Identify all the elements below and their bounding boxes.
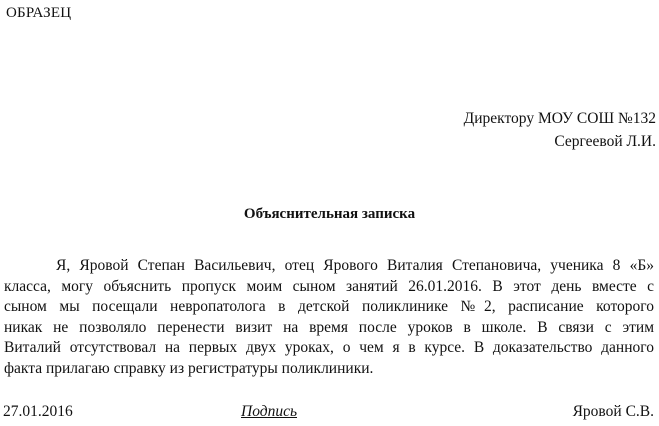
- document-body: [4, 256, 654, 379]
- addressee-block: [464, 107, 656, 153]
- addressee-position: Директору МОУ СОШ №132: [463, 110, 656, 127]
- body-line: факта прилагаю справку из регистратуры поликлиники.: [4, 359, 374, 377]
- body-line: сыном мы посещали невропатолога в детской поликлинике №2, расписание которого: [4, 298, 654, 315]
- body-line: Виталий отсутствовал на первых двух уроках, о чем я в курсе. В доказательство данного: [4, 339, 654, 356]
- signature-placeholder: Подпись: [241, 403, 298, 420]
- document-title: Объяснительная записка: [243, 206, 416, 222]
- signer-name: Яровой С.В.: [572, 403, 654, 420]
- sample-label: ОБРАЗЕЦ: [6, 5, 72, 21]
- body-line: Я, Яровой Степан Васильевич, отец Ярового Виталия Степановича, ученика 8 «Б»: [56, 257, 654, 274]
- body-line: никак не позволяло перенести визит на время после уроков в школе. В связи с этим: [4, 318, 654, 336]
- body-line: класса, могу объяснить пропуск моим сыном занятий 26.01.2016. В этот день вместе с: [4, 277, 654, 295]
- addressee-name: Сергеевой Л.И.: [554, 133, 656, 150]
- document-date: 27.01.2016: [3, 403, 73, 420]
